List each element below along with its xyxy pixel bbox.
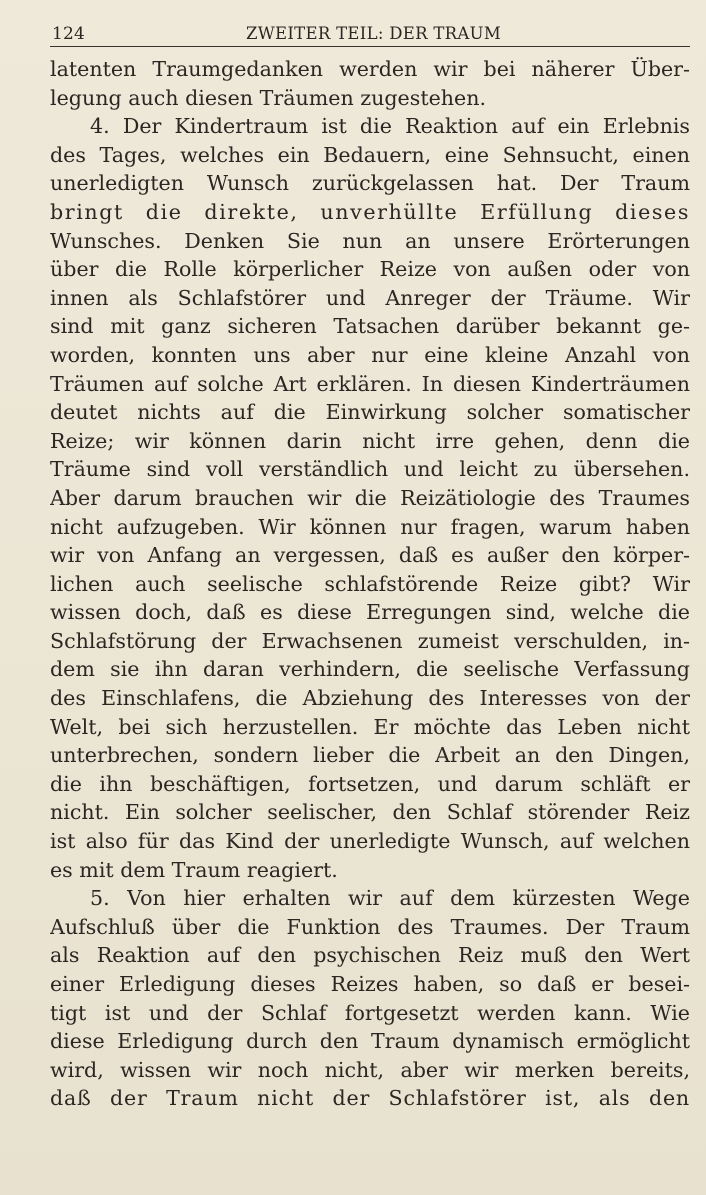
text-line: es mit dem Traum reagiert. xyxy=(50,857,338,882)
text-line: ist also für das Kind der unerledigte Wunsch, auf welchen xyxy=(50,829,690,854)
text-line: 5. Von hier erhalten wir auf dem kürzesten Wege xyxy=(90,886,690,911)
text-line: des Einschlafens, die Abziehung des Interesses von der xyxy=(50,686,690,711)
text-line: wissen doch, daß es diese Erregungen sind, welche die xyxy=(50,600,690,625)
text-line: nicht. Ein solcher seelischer, den Schlaf störender Reiz xyxy=(50,800,690,825)
running-head: ZWEITER TEIL: DER TRAUM xyxy=(246,24,502,43)
text-line: tigt ist und der Schlaf fortgesetzt werden kann. Wie xyxy=(50,1000,690,1025)
text-line: sind mit ganz sicheren Tatsachen darüber bekannt ge- xyxy=(50,314,690,339)
text-line: deutet nichts auf die Einwirkung solcher somatischer xyxy=(50,400,690,425)
text-line: Reize; wir können darin nicht irre gehen, denn die xyxy=(50,428,690,453)
text-line: Träumen auf solche Art erklären. In diesen Kinderträumen xyxy=(50,371,690,396)
text-line: des Tages, welches ein Bedauern, eine Sehnsucht, einen xyxy=(50,142,690,167)
text-line: die ihn beschäftigen, fortsetzen, und darum schläft er xyxy=(50,771,690,796)
text-line: innen als Schlafstörer und Anreger der Träume. Wir xyxy=(50,285,690,310)
page-header xyxy=(50,24,690,46)
text-line: lichen auch seelische schlafstörende Reize gibt? Wir xyxy=(50,571,690,596)
text-line: Wunsches. Denken Sie nun an unsere Erörterungen xyxy=(50,228,690,253)
text-line: Träume sind voll verständlich und leicht zu übersehen. xyxy=(50,457,690,482)
text-line: wird, wissen wir noch nicht, aber wir merken bereits, xyxy=(50,1057,690,1082)
text-line: Aufschluß über die Funktion des Traumes. Der Traum xyxy=(50,914,690,939)
text-line: über die Rolle körperlicher Reize von außen oder von xyxy=(50,257,690,282)
body-text xyxy=(50,55,690,1113)
page-number: 124 xyxy=(52,24,86,44)
text-line: dem sie ihn daran verhindern, die seelische Verfassung xyxy=(50,657,690,682)
header-rule xyxy=(50,46,690,47)
text-line: unterbrechen, sondern lieber die Arbeit an den Dingen, xyxy=(50,743,690,768)
text-line: Aber darum brauchen wir die Reizätiologie des Traumes xyxy=(50,485,690,510)
text-line: bringt die direkte, unverhüllte Erfüllung dieses xyxy=(50,199,690,224)
text-line: wir von Anfang an vergessen, daß es außer den körper- xyxy=(50,543,690,568)
text-line: einer Erledigung dieses Reizes haben, so daß er besei- xyxy=(50,972,690,996)
text-line: 4. Der Kindertraum ist die Reaktion auf ein Erlebnis xyxy=(90,114,690,139)
text-line: als Reaktion auf den psychischen Reiz muß den Wert xyxy=(50,943,690,968)
text-line: worden, konnten uns aber nur eine kleine Anzahl von xyxy=(50,342,690,367)
text-line: unerledigten Wunsch zurückgelassen hat. Der Traum xyxy=(50,171,690,196)
text-line: legung auch diesen Träumen zugestehen. xyxy=(50,85,487,110)
text-line: Schlafstörung der Erwachsenen zumeist verschulden, in- xyxy=(50,628,690,653)
text-line: diese Erledigung durch den Traum dynamisch ermöglicht xyxy=(50,1029,690,1054)
text-line: nicht aufzugeben. Wir können nur fragen, warum haben xyxy=(50,514,690,539)
text-line: Welt, bei sich herzustellen. Er möchte das Leben nicht xyxy=(50,714,690,739)
text-line: latenten Traumgedanken werden wir bei näherer Über- xyxy=(50,57,690,81)
text-line: daß der Traum nicht der Schlafstörer ist, als den xyxy=(50,1086,690,1111)
